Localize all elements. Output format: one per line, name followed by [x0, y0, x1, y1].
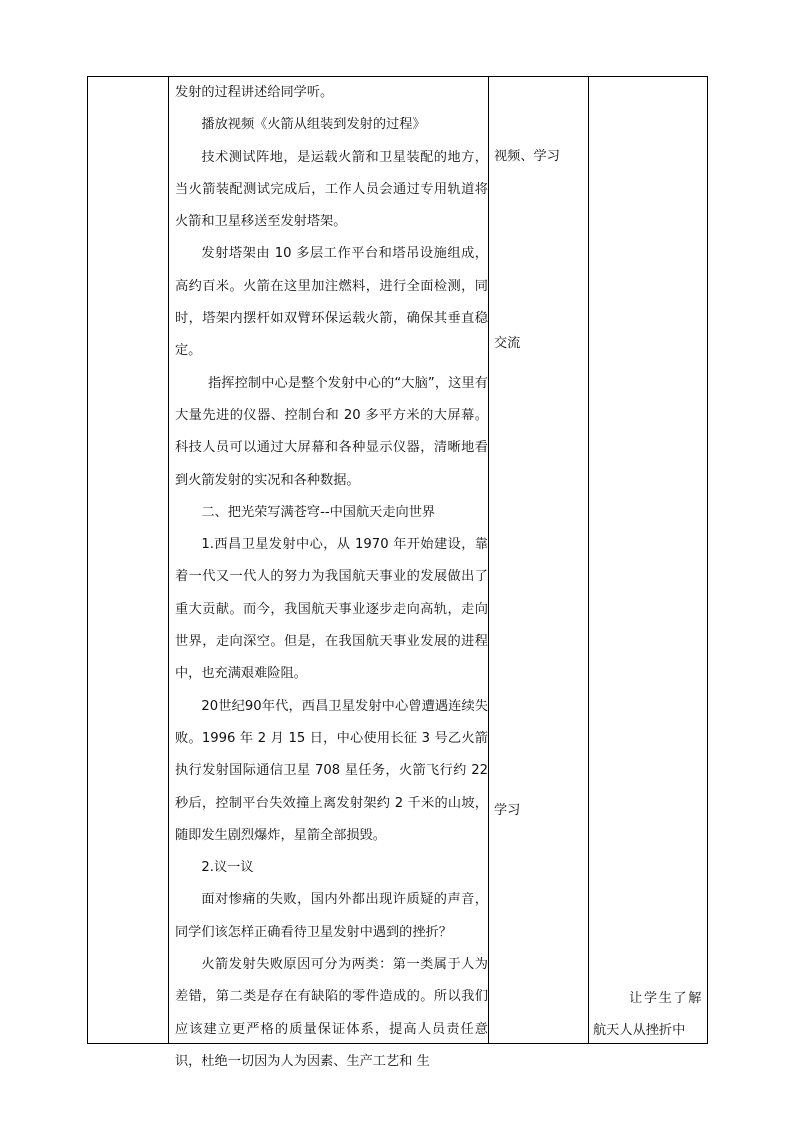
content-paragraph: 1.西昌卫星发射中心，从 1970 年开始建设，靠着一代又一代人的努力为我国航天事业的发展做出了重大贡献。而今，我国航天事业逐步走向高轨，走向世界，走向深空。但是，在我国航天事业发展的进程中，也充满艰难险阻。: [175, 537, 488, 682]
activity-cell: [489, 77, 589, 1044]
content-paragraph: 面对惨痛的失败，国内外都出现许质疑的声音，同学们该怎样正确看待卫星发射中遇到的挫折？: [175, 892, 488, 940]
goal-line-2: 航天人从挫折中: [593, 1023, 686, 1039]
student-activity: [489, 77, 588, 1043]
content-paragraph: 20世纪90年代，西昌卫星发射中心曾遭遇连续失败。1996 年 2 月 15 日，中心使用长征 3 号乙火箭执行发射国际通信卫星 708 星任务，火箭飞行约 22 秒后，控制平台失效撞上离发射架约 2 千米的山坡，随即发生剧烈爆炸，星箭全部损毁。: [175, 698, 488, 843]
goal-text: [593, 983, 703, 1048]
content-paragraph: 2.议一议: [201, 860, 254, 876]
content-paragraph: 发射的过程讲述给同学听。: [175, 85, 334, 100]
content-paragraph: 发射塔架由 10 多层工作平台和塔吊设施组成，高约百米。火箭在这里加注燃料，进行全面检测，同时，塔架内摆杆如双臂环保运载火箭，确保其垂直稳定。: [175, 246, 488, 359]
table-row: [88, 77, 708, 1044]
lesson-plan-table: [87, 76, 708, 1069]
content-paragraph: 火箭发射失败原因可分为两类：第一类属于人为差错，第二类是存在有缺陷的零件造成的。所以我们应该建立更严格的质量保证体系，提高人员责任意识，杜绝一切因为人为因素、生产工艺和 生: [175, 957, 488, 1069]
content-paragraph: 技术测试阵地，是运载火箭和卫星装配的地方，当火箭装配测试完成后，工作人员会通过专用轨道将火箭和卫星移送至发射塔架。: [175, 149, 488, 230]
goal-cell: [589, 77, 708, 1044]
activity-exchange: 交流: [494, 336, 521, 351]
activity-study: 学习: [494, 803, 521, 818]
content-paragraph: 指挥控制中心是整个发射中心的“大脑”，这里有大量先进的仪器、控制台和 20 多平方米的大屏幕。科技人员可以通过大屏幕和各种显示仪器，清晰地看到火箭发射的实况和各种数据。: [175, 375, 488, 488]
content-cell: [169, 77, 489, 1069]
design-intent: [589, 77, 707, 1043]
goal-line-1: 让学生了解: [629, 991, 703, 1006]
activity-video-study: 视频、学习: [494, 149, 560, 164]
content-paragraph: 二、把光荣写满苍穹--中国航天走向世界: [201, 504, 436, 520]
teaching-content: [169, 77, 488, 1069]
column-1-cell: [88, 77, 169, 1044]
content-paragraph: 播放视频《火箭从组装到发射的过程》: [201, 117, 426, 133]
